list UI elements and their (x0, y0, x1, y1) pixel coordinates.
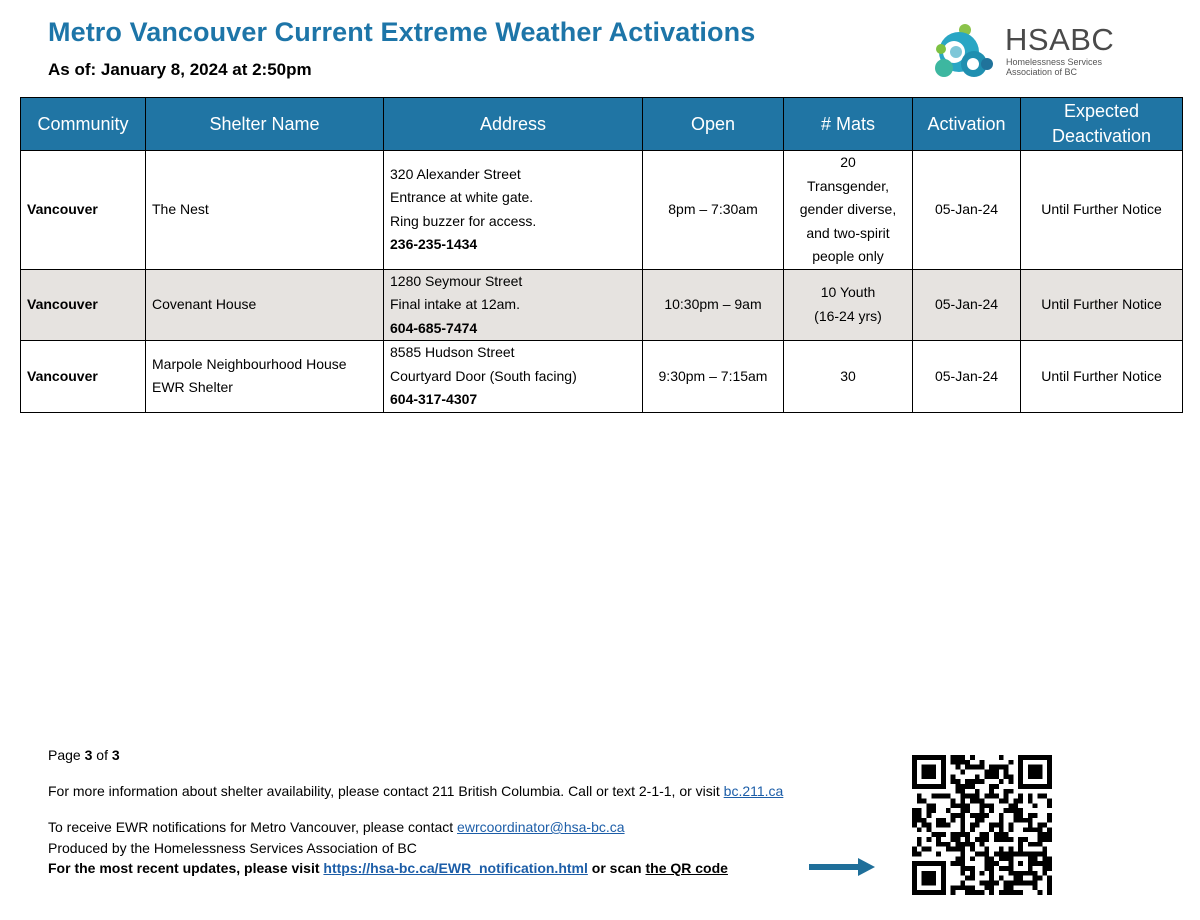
deactivation-cell: Until Further Notice (1021, 269, 1183, 341)
mats-line: 20 (840, 154, 856, 170)
mats-line: (16-24 yrs) (814, 307, 882, 324)
address-line: Final intake at 12am. (390, 296, 520, 312)
page-label: Page (48, 747, 81, 763)
shelter-name: EWR Shelter (152, 379, 233, 396)
deactivation-cell: Until Further Notice (1021, 341, 1183, 413)
address-cell (384, 269, 643, 341)
address-line: Courtyard Door (South facing) (390, 367, 577, 384)
hsabc-logo (932, 20, 1122, 80)
column-header-activation: Activation (913, 98, 1021, 151)
shelter-name: Marpole Neighbourhood House (152, 355, 347, 372)
table-row (21, 269, 1183, 341)
column-header-community: Community (21, 98, 146, 151)
mats-cell (784, 341, 913, 413)
info-text: For more information about shelter availability, please contact 211 British Columbia. Call or text 2-1-1, or visit (48, 783, 720, 799)
coordinator-email-link[interactable]: ewrcoordinator@hsa-bc.ca (457, 819, 625, 835)
column-header-shelter-name: Shelter Name (146, 98, 384, 151)
logo-subtitle-line: Homelessness Services (1006, 57, 1103, 67)
activation-cell: 05-Jan-24 (913, 151, 1021, 270)
qr-code-reference: the QR code (645, 860, 728, 876)
address-line: 1280 Seymour Street (390, 272, 523, 289)
address-cell (384, 341, 643, 413)
page-current: 3 (84, 747, 93, 763)
community-cell: Vancouver (21, 269, 146, 341)
open-hours-cell: 9:30pm – 7:15am (643, 341, 784, 413)
shelter-name-cell (146, 151, 384, 270)
address-line: Ring buzzer for access. (390, 212, 537, 229)
mats-line: gender diverse, (799, 201, 897, 217)
activation-cell: 05-Jan-24 (913, 341, 1021, 413)
deactivation-cell: Until Further Notice (1021, 151, 1183, 270)
notify-line (48, 819, 625, 835)
page-number (48, 747, 120, 763)
address-line: Entrance at white gate. (390, 189, 534, 206)
as-of-date: As of: January 8, 2024 at 2:50pm (48, 60, 312, 79)
address-line: 8585 Hudson Street (390, 344, 515, 360)
page-total: 3 (111, 747, 120, 763)
shelter-name-cell (146, 341, 384, 413)
updates-text: For the most recent updates, please visit (48, 860, 320, 876)
shelter-name: Covenant House (152, 296, 257, 312)
ewr-notification-link[interactable]: https://hsa-bc.ca/EWR_notification.html (323, 860, 588, 876)
open-hours-cell: 8pm – 7:30am (643, 151, 784, 270)
column-header-address: Address (384, 98, 643, 151)
column-header-deactivation: Expected Deactivation (1021, 98, 1183, 151)
shelter-name: The Nest (152, 201, 209, 217)
mats-line: people only (812, 248, 884, 264)
table-row (21, 341, 1183, 413)
notify-text: To receive EWR notifications for Metro Vancouver, please contact (48, 819, 454, 835)
column-header-mats: # Mats (784, 98, 913, 151)
page-of: of (96, 747, 108, 763)
activations-table (20, 97, 1183, 413)
mats-cell (784, 269, 913, 341)
hsabc-logo-icon (932, 20, 996, 80)
page-title: Metro Vancouver Current Extreme Weather Activations (48, 17, 756, 47)
logo-name: HSABC (1005, 22, 1115, 57)
table-row (21, 151, 1183, 270)
community-cell: Vancouver (21, 341, 146, 413)
phone-number: 604-317-4307 (390, 391, 478, 407)
table-header-row (21, 98, 1183, 151)
phone-number: 604-685-7474 (390, 319, 478, 336)
address-line: 320 Alexander Street (390, 165, 521, 182)
mats-cell (784, 151, 913, 270)
mats-line: and two-spirit (806, 224, 890, 241)
bc211-link[interactable]: bc.211.ca (723, 783, 784, 799)
logo-subtitle (1006, 57, 1102, 77)
qr-code[interactable] (912, 755, 1052, 895)
activation-cell: 05-Jan-24 (913, 269, 1021, 341)
address-cell (384, 151, 643, 270)
open-hours-cell: 10:30pm – 9am (643, 269, 784, 341)
mats-line: 30 (840, 367, 856, 384)
mats-line: 10 Youth (820, 284, 876, 301)
arrow-right-icon (808, 857, 876, 877)
shelter-name-cell (146, 269, 384, 341)
updates-line (48, 860, 728, 876)
column-header-open: Open (643, 98, 784, 151)
info-line (48, 783, 783, 799)
mats-line: Transgender, (807, 177, 889, 194)
logo-subtitle-line: Association of BC (1006, 67, 1078, 77)
phone-number: 236-235-1434 (390, 236, 478, 253)
produced-by: Produced by the Homelessness Services Association of BC (48, 840, 417, 856)
community-cell: Vancouver (21, 151, 146, 270)
updates-or: or scan (591, 860, 642, 876)
